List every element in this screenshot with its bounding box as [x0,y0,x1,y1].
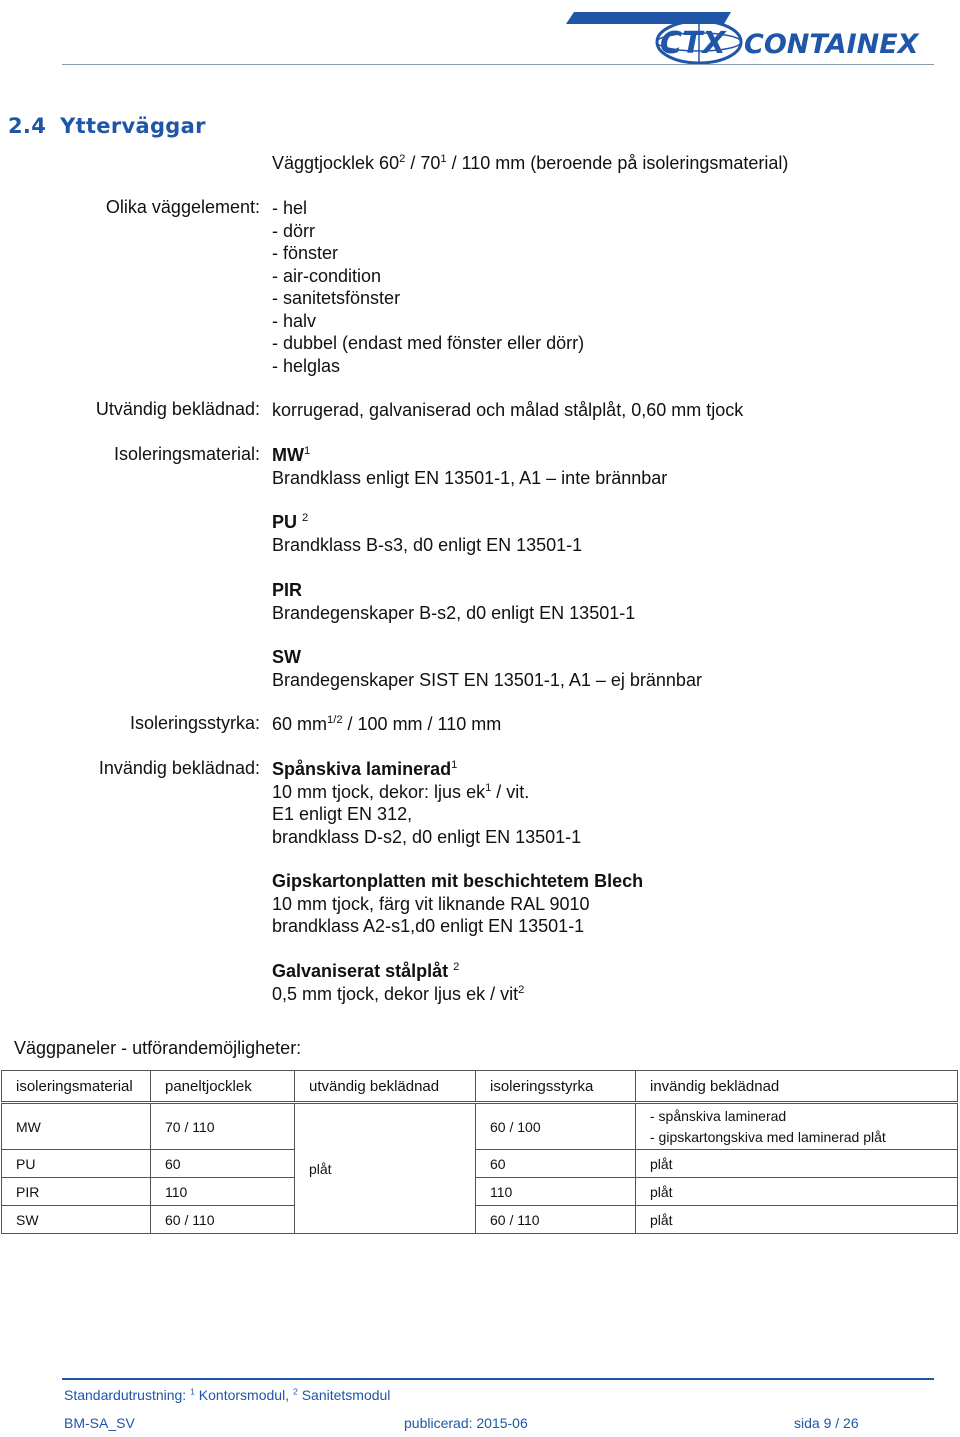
cell-insulation: 110 [476,1178,636,1206]
interior-steel [272,960,524,1005]
insulation-label: Isoleringsmaterial: [113,444,260,464]
table-header-cell: isoleringsstyrka [476,1071,636,1102]
footer-standard [64,1387,390,1403]
cell-thickness: 70 / 110 [151,1104,295,1150]
footer-sanitary: Sanitetsmodul [297,1387,391,1403]
gypsum-line2: brandklass A2-s1,d0 enligt EN 13501-1 [272,916,585,936]
insulation-thickness-label: Isoleringsstyrka: [129,713,260,733]
sw-title: SW [272,647,301,667]
table-row [2,1104,958,1150]
footnote-ref: 1 [485,781,492,794]
mw-title: MW [272,445,304,465]
cell-material: SW [2,1206,151,1234]
cell-material: PU [2,1150,151,1178]
footer-page-number: sida 9 / 26 [794,1415,859,1431]
list-item: - helglas [272,355,341,376]
steel-line1: 0,5 mm tjock, dekor ljus ek / vit [272,983,519,1004]
section-number: 2.4 [8,114,47,138]
insulation-thickness-value [272,713,501,736]
footnote-ref: 1/2 [327,714,343,726]
footer-published: publicerad: 2015-06 [404,1415,528,1431]
cell-material: MW [2,1104,151,1150]
pu-title: PU [272,512,303,532]
wall-thickness-line [272,152,788,175]
table-header-cell: isoleringsmaterial [2,1071,151,1102]
chipboard-title: Spånskiva laminerad [272,759,452,779]
panels-heading: Väggpaneler - utförandemöjligheter: [14,1038,302,1058]
footer-rule [62,1378,934,1380]
mw-description: Brandklass enligt EN 13501-1, A1 – inte brännbar [272,467,668,488]
section-title-text: Ytterväggar [60,114,206,138]
gypsum-title: Gipskartonplatten mit beschichtetem Blech [272,871,644,891]
cell-thickness: 60 / 110 [151,1206,295,1234]
interior-option: - spånskiva laminerad [650,1107,787,1124]
containex-logo [556,8,926,64]
table-header-cell: paneltjocklek [151,1071,295,1102]
header-rule [62,64,934,65]
cell-thickness: 110 [151,1178,295,1206]
footer-standard-label: Standardutrustning: [64,1387,191,1403]
list-item: - sanitetsfönster [272,288,401,308]
cell-thickness: 60 [151,1150,295,1178]
interior-chipboard [272,758,581,848]
footer-office: Kontorsmodul, [194,1387,293,1403]
pu-description: Brandklass B-s3, d0 enligt EN 13501-1 [272,534,583,555]
table-row [2,1150,958,1178]
cell-insulation: 60 [476,1150,636,1178]
footnote-ref: 1 [440,153,447,165]
list-item: - dörr [272,220,316,241]
wall-thickness-70: / 70 [405,153,441,173]
chipboard-line2: E1 enligt EN 312, [272,804,413,824]
footnote-ref: 2 [292,1386,298,1397]
table-row [2,1178,958,1206]
elements-label: Olika väggelement: [105,197,260,217]
pir-title: PIR [272,580,303,600]
exterior-value: korrugerad, galvaniserad och målad stålplåt, 0,60 mm tjock [272,400,744,420]
logo-text-ctx: CTX [660,26,726,61]
footnote-ref: 1 [190,1386,195,1397]
section-title [8,114,206,138]
cell-interior: plåt [636,1150,958,1178]
chipboard-line3: brandklass D-s2, d0 enligt EN 13501-1 [272,826,582,847]
logo-text-containex: CONTAINEX [744,29,919,60]
footnote-ref: 2 [302,512,309,524]
interior-label: Invändig beklädnad: [98,758,260,778]
footnote-ref: 1 [303,445,311,457]
cell-interior: plåt [636,1178,958,1206]
list-item: - fönster [272,243,339,263]
table-row [2,1206,958,1234]
chipboard-line1: 10 mm tjock, dekor: ljus ek [272,781,486,802]
list-item: - air-condition [272,265,382,286]
footnote-ref: 1 [451,759,458,771]
footnote-ref: 2 [518,983,525,996]
cell-insulation: 60 / 100 [476,1104,636,1150]
panels-table [1,1070,958,1234]
list-item: - dubbel (endast med fönster eller dörr) [272,333,585,353]
logo-graphic [556,8,926,64]
chipboard-line1-rest: / vit. [491,781,530,802]
insulation-mw [272,444,667,489]
insulation-pir [272,579,635,624]
cell-interior: plåt [636,1206,958,1234]
gypsum-line1: 10 mm tjock, färg vit liknande RAL 9010 [272,893,590,914]
footnote-ref: 2 [399,153,406,165]
list-item: - halv [272,310,317,331]
footer-doc-id: BM-SA_SV [64,1415,135,1431]
wall-thickness-prefix: Väggtjocklek 60 [272,153,400,173]
insulation-pu [272,511,582,556]
table-header-cell: utvändig beklädnad [295,1071,476,1102]
cell-exterior-merged: plåt [295,1104,476,1234]
table-header-cell: invändig beklädnad [636,1071,958,1102]
exterior-label: Utvändig beklädnad: [95,399,260,419]
cell-interior [636,1104,958,1150]
footnote-ref: 2 [453,961,460,973]
thickness-60: 60 mm [272,714,328,734]
elements-list [272,197,584,377]
cell-insulation: 60 / 110 [476,1206,636,1234]
steel-title: Galvaniserat stålplåt [272,961,454,981]
thickness-rest: / 100 mm / 110 mm [342,714,502,734]
sw-description: Brandegenskaper SIST EN 13501-1, A1 – ej brännbar [272,669,702,690]
table-header-row [2,1071,958,1102]
wall-thickness-rest: / 110 mm (beroende på isoleringsmaterial) [446,153,789,173]
insulation-sw [272,646,702,691]
pir-description: Brandegenskaper B-s2, d0 enligt EN 13501-1 [272,602,636,623]
cell-material: PIR [2,1178,151,1206]
interior-gypsum [272,870,643,938]
interior-option: - gipskartongskiva med laminerad plåt [650,1128,886,1145]
list-item: - hel [272,198,308,218]
